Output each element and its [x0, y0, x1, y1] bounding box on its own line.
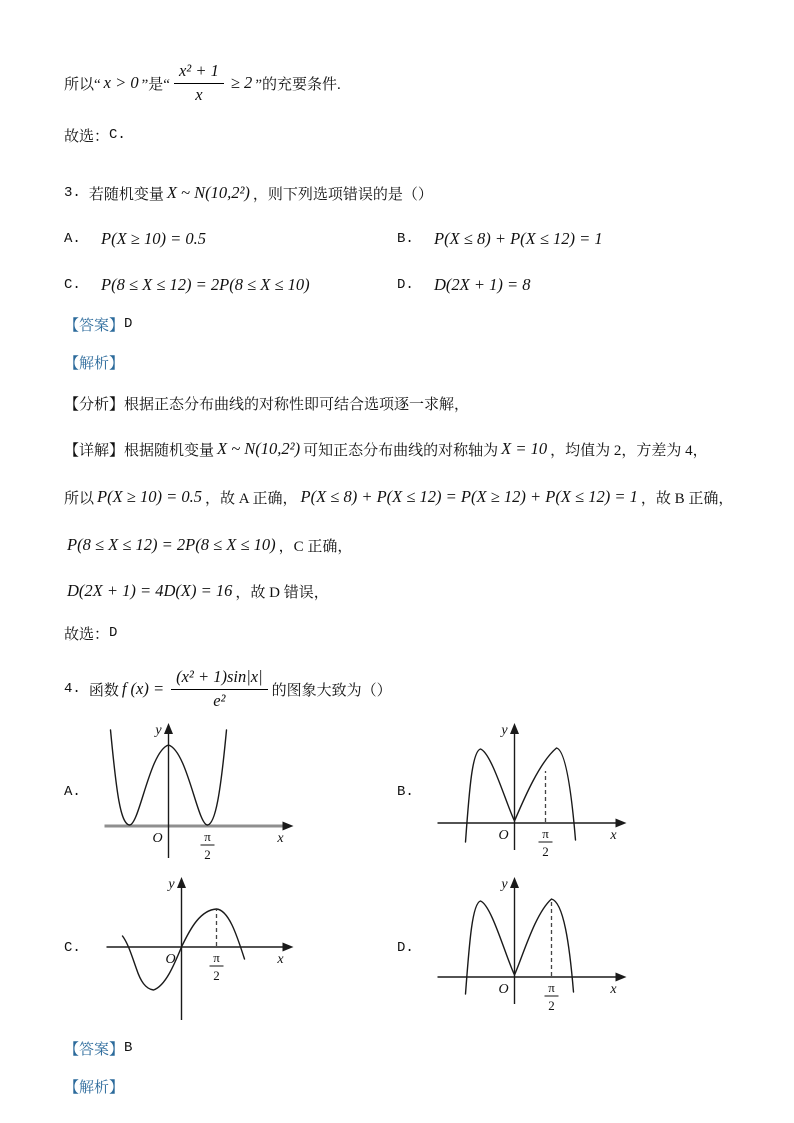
sol3-text: ，C 正确，	[278, 538, 353, 555]
q4-stem	[64, 660, 732, 718]
q4-graph-d	[397, 872, 730, 1024]
q3-option-b	[397, 226, 606, 252]
q3-choice-line	[64, 620, 732, 646]
tick-numerator: π	[204, 829, 211, 844]
x-axis-arrow-icon	[616, 973, 627, 982]
q4-fraction-denominator: e²	[213, 690, 226, 710]
function-curve	[466, 899, 574, 994]
option-d-label: D.	[397, 277, 414, 293]
q3-number: 3.	[64, 185, 81, 201]
tick-denominator: 2	[548, 998, 555, 1013]
conclusion-mid: ”是“	[141, 76, 170, 93]
pi-over-2-tick	[539, 826, 553, 859]
xiangjie-text-1: 根据随机变量	[124, 442, 215, 459]
graph-c-label: C.	[64, 940, 81, 956]
q3-stem	[64, 180, 732, 206]
x-axis-arrow-icon	[616, 819, 627, 828]
q3-choice-label: 故选：	[64, 626, 110, 643]
q3-option-a	[64, 226, 397, 252]
q2-choice-line	[64, 124, 732, 146]
option-c-math: P(8 ≤ X ≤ 12) = 2P(8 ≤ X ≤ 10)	[101, 275, 310, 294]
answer-tag: 【答案】	[64, 317, 125, 334]
q4-graph-c	[64, 872, 397, 1024]
q4-jiexi-line	[64, 1074, 732, 1098]
xiangjie-tag: 【详解】	[64, 442, 125, 459]
q3-answer-line	[64, 312, 732, 336]
q4-graph-a	[64, 718, 397, 866]
graph-d-label: D.	[397, 940, 414, 956]
choice-label: 故选：	[64, 128, 110, 145]
q4-fraction-numerator: (x² + 1)sin|x|	[171, 668, 268, 689]
q4-answer-line	[64, 1036, 732, 1060]
x-axis-label: x	[277, 831, 284, 846]
y-axis-arrow-icon	[164, 723, 173, 734]
q3-fenxi-line	[64, 390, 732, 416]
y-axis-label: y	[168, 877, 175, 892]
conclusion-suffix: ”的充要条件.	[255, 76, 341, 93]
origin-label: O	[498, 828, 509, 843]
q4-answer-value: B	[124, 1040, 133, 1056]
q3-stem-math: X ~ N(10,2²)	[166, 183, 250, 202]
option-d-math: D(2X + 1) = 8	[434, 275, 531, 294]
x-axis-label: x	[277, 952, 284, 967]
q4-fraction	[171, 668, 268, 709]
tick-denominator: 2	[542, 844, 549, 859]
y-axis-arrow-icon	[510, 877, 519, 888]
pi-over-2-tick	[545, 980, 559, 1013]
sol4-text: ，故 D 错误，	[235, 584, 329, 601]
x-axis-label: x	[610, 982, 617, 997]
graph-b-label: B.	[397, 784, 414, 800]
sol2-math-1: P(X ≥ 10) = 0.5	[97, 487, 202, 506]
y-axis-label: y	[501, 877, 508, 892]
q3-solution-line-4	[64, 578, 732, 604]
fraction-numerator: x² + 1	[174, 62, 224, 83]
graph-b-figure	[427, 718, 632, 866]
graph-a-label: A.	[64, 784, 81, 800]
q3-stem-suffix: ，则下列选项错误的是（）	[252, 186, 433, 203]
fenxi-tag: 【分析】	[64, 396, 125, 413]
x-axis-label: x	[610, 828, 617, 843]
tick-denominator: 2	[204, 847, 211, 862]
q3-solution-line-3	[64, 532, 732, 558]
option-b-math: P(X ≤ 8) + P(X ≤ 12) = 1	[434, 229, 603, 248]
q4-stem-pre: 函数	[88, 682, 119, 699]
jiexi-tag: 【解析】	[64, 1079, 125, 1096]
q3-solution-line-2	[64, 484, 732, 510]
q3-options-row-1	[64, 226, 732, 252]
q4-graph-row-1	[64, 718, 732, 866]
option-a-math: P(X ≥ 10) = 0.5	[101, 229, 206, 248]
q3-answer-value: D	[124, 316, 133, 332]
jiexi-tag: 【解析】	[64, 355, 125, 372]
origin-label: O	[498, 982, 509, 997]
q3-jiexi-line	[64, 350, 732, 374]
x-axis-arrow-icon	[283, 822, 294, 831]
xiangjie-text-3: ，均值为 2，方差为 4，	[550, 442, 708, 459]
conclusion-math-x: x > 0	[103, 73, 139, 92]
sol3-math: P(8 ≤ X ≤ 12) = 2P(8 ≤ X ≤ 10)	[67, 535, 276, 554]
y-axis-arrow-icon	[510, 723, 519, 734]
tick-numerator: π	[548, 980, 555, 995]
fraction-denominator: x	[195, 84, 203, 104]
tick-numerator: π	[542, 826, 549, 841]
q3-xiangjie-line	[64, 436, 732, 462]
q4-number: 4.	[64, 681, 81, 697]
y-axis-label: y	[155, 723, 162, 738]
fenxi-text: 根据正态分布曲线的对称性即可结合选项逐一求解，	[124, 396, 470, 413]
q4-graph-b	[397, 718, 730, 866]
origin-label: O	[165, 952, 176, 967]
conclusion-pre: 所以“	[64, 76, 101, 93]
graph-c-figure	[94, 872, 299, 1024]
q3-stem-pre: 若随机变量	[88, 186, 164, 203]
y-axis-arrow-icon	[177, 877, 186, 888]
fraction-x2plus1-over-x	[174, 62, 224, 103]
q3-choice-value: D	[109, 625, 118, 641]
sol2-text-1: 所以	[64, 490, 95, 507]
graph-a-figure	[94, 718, 299, 866]
origin-label: O	[152, 831, 163, 846]
option-a-label: A.	[64, 231, 81, 247]
conclusion-inequality: ≥ 2	[230, 73, 253, 92]
choice-value: C.	[109, 127, 126, 143]
q4-graph-row-2	[64, 872, 732, 1024]
sol2-math-2: P(X ≤ 8) + P(X ≤ 12) = P(X ≥ 12) + P(X ≤ 12) = 1	[300, 487, 638, 506]
sol2-text-3: ，故 B 正确，	[640, 490, 734, 507]
answer-tag: 【答案】	[64, 1041, 125, 1058]
tick-denominator: 2	[213, 968, 220, 983]
q4-stem-suffix: 的图象大致为（）	[271, 682, 392, 699]
q2-conclusion-line	[64, 56, 732, 110]
xiangjie-text-2: 可知正态分布曲线的对称轴为	[303, 442, 499, 459]
x-axis-arrow-icon	[283, 943, 294, 952]
function-curve	[123, 909, 245, 990]
q3-option-c	[64, 272, 397, 298]
sol4-math: D(2X + 1) = 4D(X) = 16	[67, 581, 233, 600]
pi-over-2-tick	[201, 829, 215, 862]
graph-d-figure	[427, 872, 632, 1024]
pi-over-2-tick	[210, 950, 224, 983]
xiangjie-math-2: X = 10	[501, 439, 548, 458]
option-b-label: B.	[397, 231, 414, 247]
function-curve	[466, 748, 576, 842]
sol2-text-2: ，故 A 正确，	[204, 490, 298, 507]
q3-options-row-2	[64, 272, 732, 298]
y-axis-label: y	[501, 723, 508, 738]
xiangjie-math-1: X ~ N(10,2²)	[217, 439, 301, 458]
option-c-label: C.	[64, 277, 81, 293]
q4-fx: f (x) =	[121, 679, 165, 698]
q3-option-d	[397, 272, 534, 298]
tick-numerator: π	[213, 950, 220, 965]
